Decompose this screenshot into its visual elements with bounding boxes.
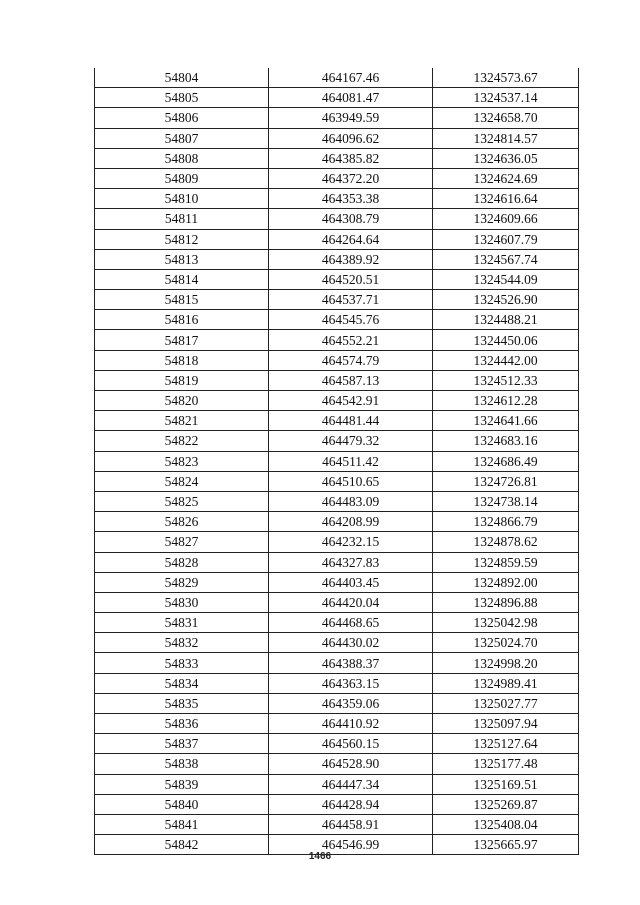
x-coordinate-cell: 464574.79 [269,350,433,370]
y-coordinate-cell: 1324544.09 [433,269,579,289]
y-coordinate-cell: 1324526.90 [433,290,579,310]
table-row [95,633,579,653]
y-coordinate-cell: 1324607.79 [433,229,579,249]
y-coordinate-cell: 1324512.33 [433,370,579,390]
y-coordinate-cell: 1325169.51 [433,774,579,794]
table-row [95,370,579,390]
x-coordinate-cell: 464208.99 [269,512,433,532]
table-row [95,774,579,794]
x-coordinate-cell: 464359.06 [269,693,433,713]
point-id-cell: 54815 [95,290,269,310]
point-id-cell: 54831 [95,613,269,633]
table-row [95,229,579,249]
y-coordinate-cell: 1324866.79 [433,512,579,532]
point-id-cell: 54804 [95,68,269,88]
table-row [95,714,579,734]
table-row [95,128,579,148]
point-id-cell: 54806 [95,108,269,128]
coordinate-table-container [94,68,578,855]
x-coordinate-cell: 464420.04 [269,592,433,612]
y-coordinate-cell: 1324616.64 [433,189,579,209]
y-coordinate-cell: 1325408.04 [433,814,579,834]
x-coordinate-cell: 464389.92 [269,249,433,269]
coordinate-table [94,68,579,855]
point-id-cell: 54838 [95,754,269,774]
point-id-cell: 54805 [95,88,269,108]
y-coordinate-cell: 1324450.06 [433,330,579,350]
y-coordinate-cell: 1324738.14 [433,491,579,511]
point-id-cell: 54839 [95,774,269,794]
x-coordinate-cell: 464308.79 [269,209,433,229]
y-coordinate-cell: 1325097.94 [433,714,579,734]
table-row [95,269,579,289]
table-row [95,391,579,411]
x-coordinate-cell: 464428.94 [269,794,433,814]
y-coordinate-cell: 1325027.77 [433,693,579,713]
y-coordinate-cell: 1324537.14 [433,88,579,108]
x-coordinate-cell: 464552.21 [269,330,433,350]
x-coordinate-cell: 464447.34 [269,774,433,794]
table-row [95,209,579,229]
x-coordinate-cell: 464264.64 [269,229,433,249]
y-coordinate-cell: 1324896.88 [433,592,579,612]
y-coordinate-cell: 1324989.41 [433,673,579,693]
x-coordinate-cell: 464560.15 [269,734,433,754]
table-row [95,310,579,330]
point-id-cell: 54837 [95,734,269,754]
y-coordinate-cell: 1325024.70 [433,633,579,653]
y-coordinate-cell: 1324612.28 [433,391,579,411]
x-coordinate-cell: 464410.92 [269,714,433,734]
x-coordinate-cell: 464096.62 [269,128,433,148]
table-row [95,653,579,673]
point-id-cell: 54842 [95,835,269,855]
point-id-cell: 54816 [95,310,269,330]
y-coordinate-cell: 1324636.05 [433,148,579,168]
page-number: 1466 [308,851,332,862]
table-row [95,330,579,350]
y-coordinate-cell: 1324624.69 [433,168,579,188]
table-row [95,552,579,572]
x-coordinate-cell: 464483.09 [269,491,433,511]
point-id-cell: 54827 [95,532,269,552]
table-row [95,68,579,88]
x-coordinate-cell: 464430.02 [269,633,433,653]
table-row [95,148,579,168]
y-coordinate-cell: 1324814.57 [433,128,579,148]
table-row [95,471,579,491]
table-row [95,168,579,188]
point-id-cell: 54836 [95,714,269,734]
x-coordinate-cell: 464587.13 [269,370,433,390]
point-id-cell: 54828 [95,552,269,572]
y-coordinate-cell: 1324658.70 [433,108,579,128]
table-row [95,431,579,451]
point-id-cell: 54822 [95,431,269,451]
y-coordinate-cell: 1324892.00 [433,572,579,592]
table-row [95,411,579,431]
table-row [95,108,579,128]
table-row [95,814,579,834]
table-row [95,491,579,511]
x-coordinate-cell: 464546.99 [269,835,433,855]
point-id-cell: 54807 [95,128,269,148]
table-row [95,249,579,269]
point-id-cell: 54813 [95,249,269,269]
table-row [95,512,579,532]
table-row [95,532,579,552]
x-coordinate-cell: 464542.91 [269,391,433,411]
table-row [95,734,579,754]
x-coordinate-cell: 464167.46 [269,68,433,88]
y-coordinate-cell: 1324567.74 [433,249,579,269]
x-coordinate-cell: 464081.47 [269,88,433,108]
y-coordinate-cell: 1324859.59 [433,552,579,572]
point-id-cell: 54833 [95,653,269,673]
y-coordinate-cell: 1324726.81 [433,471,579,491]
y-coordinate-cell: 1324683.16 [433,431,579,451]
y-coordinate-cell: 1325665.97 [433,835,579,855]
y-coordinate-cell: 1325177.48 [433,754,579,774]
point-id-cell: 54835 [95,693,269,713]
x-coordinate-cell: 464353.38 [269,189,433,209]
table-row [95,754,579,774]
point-id-cell: 54840 [95,794,269,814]
y-coordinate-cell: 1324442.00 [433,350,579,370]
point-id-cell: 54817 [95,330,269,350]
table-row [95,613,579,633]
y-coordinate-cell: 1324686.49 [433,451,579,471]
point-id-cell: 54819 [95,370,269,390]
table-row [95,189,579,209]
table-row [95,88,579,108]
x-coordinate-cell: 464537.71 [269,290,433,310]
point-id-cell: 54824 [95,471,269,491]
y-coordinate-cell: 1324641.66 [433,411,579,431]
point-id-cell: 54834 [95,673,269,693]
point-id-cell: 54811 [95,209,269,229]
point-id-cell: 54826 [95,512,269,532]
point-id-cell: 54820 [95,391,269,411]
point-id-cell: 54823 [95,451,269,471]
x-coordinate-cell: 464481.44 [269,411,433,431]
point-id-cell: 54814 [95,269,269,289]
table-row [95,794,579,814]
x-coordinate-cell: 464545.76 [269,310,433,330]
y-coordinate-cell: 1325127.64 [433,734,579,754]
table-row [95,572,579,592]
coordinate-table-body [95,68,579,855]
table-row [95,451,579,471]
x-coordinate-cell: 464479.32 [269,431,433,451]
point-id-cell: 54830 [95,592,269,612]
x-coordinate-cell: 464458.91 [269,814,433,834]
y-coordinate-cell: 1324609.66 [433,209,579,229]
point-id-cell: 54810 [95,189,269,209]
table-row [95,673,579,693]
point-id-cell: 54808 [95,148,269,168]
x-coordinate-cell: 464403.45 [269,572,433,592]
table-row [95,350,579,370]
x-coordinate-cell: 463949.59 [269,108,433,128]
table-row [95,592,579,612]
point-id-cell: 54829 [95,572,269,592]
x-coordinate-cell: 464327.83 [269,552,433,572]
table-row [95,693,579,713]
point-id-cell: 54809 [95,168,269,188]
point-id-cell: 54812 [95,229,269,249]
point-id-cell: 54832 [95,633,269,653]
y-coordinate-cell: 1325042.98 [433,613,579,633]
y-coordinate-cell: 1324573.67 [433,68,579,88]
x-coordinate-cell: 464468.65 [269,613,433,633]
point-id-cell: 54841 [95,814,269,834]
x-coordinate-cell: 464510.65 [269,471,433,491]
table-row [95,290,579,310]
x-coordinate-cell: 464363.15 [269,673,433,693]
point-id-cell: 54821 [95,411,269,431]
x-coordinate-cell: 464511.42 [269,451,433,471]
x-coordinate-cell: 464372.20 [269,168,433,188]
y-coordinate-cell: 1325269.87 [433,794,579,814]
x-coordinate-cell: 464385.82 [269,148,433,168]
y-coordinate-cell: 1324878.62 [433,532,579,552]
x-coordinate-cell: 464388.37 [269,653,433,673]
point-id-cell: 54825 [95,491,269,511]
y-coordinate-cell: 1324998.20 [433,653,579,673]
x-coordinate-cell: 464520.51 [269,269,433,289]
point-id-cell: 54818 [95,350,269,370]
x-coordinate-cell: 464528.90 [269,754,433,774]
x-coordinate-cell: 464232.15 [269,532,433,552]
y-coordinate-cell: 1324488.21 [433,310,579,330]
